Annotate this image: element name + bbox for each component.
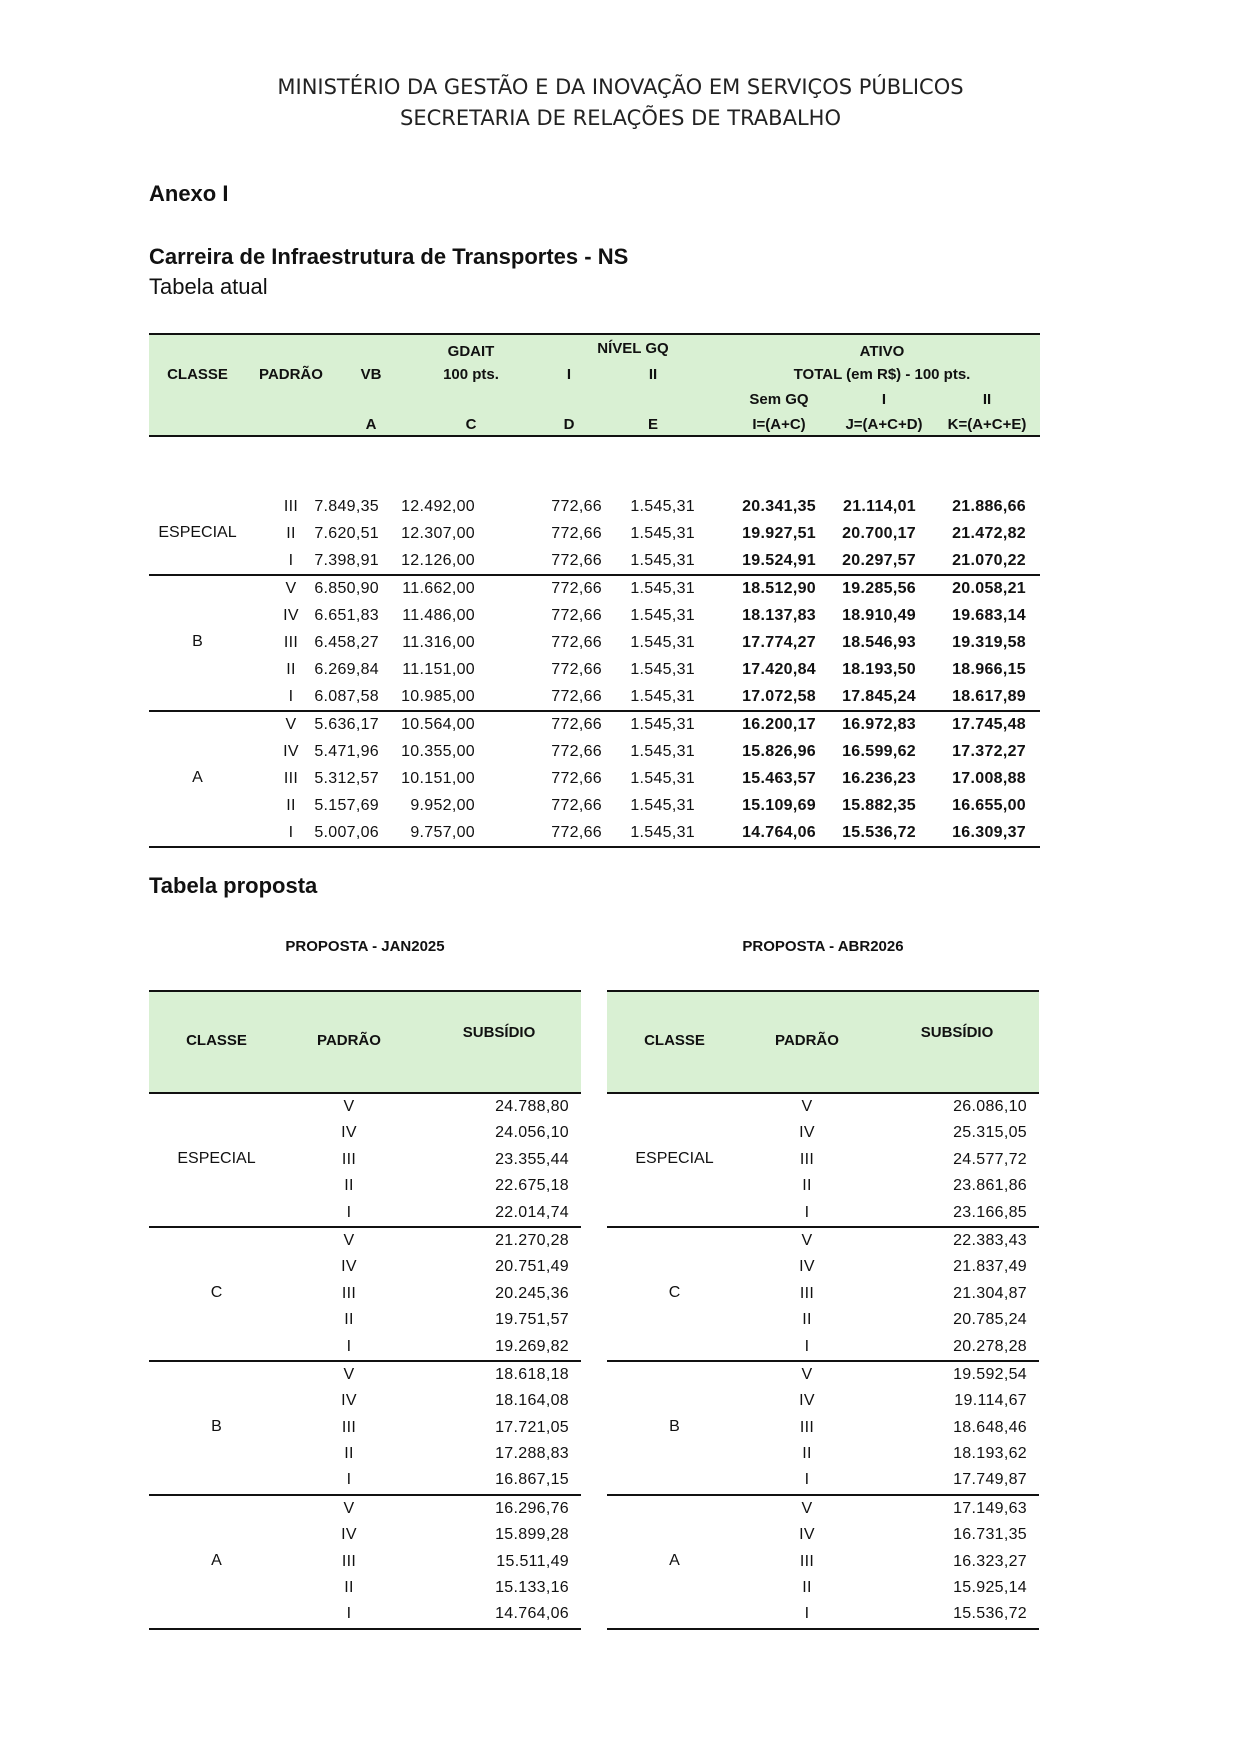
class-label: B: [192, 633, 203, 651]
subsidio-cell: 20.785,24: [953, 1311, 1027, 1329]
padrao-cell: I: [804, 1605, 810, 1623]
class-group: [149, 1228, 581, 1362]
total-sem-gq-cell: 17.420,84: [742, 660, 816, 678]
subsidio-cell: 20.751,49: [495, 1258, 569, 1276]
padrao-cell: II: [286, 796, 296, 814]
padrao-cell: I: [346, 1605, 352, 1623]
table-row: [149, 712, 1040, 739]
header-total: TOTAL (em R$) - 100 pts.: [793, 366, 971, 383]
subsidio-cell: 19.751,57: [495, 1311, 569, 1329]
proposal-jan2025-title: PROPOSTA - JAN2025: [285, 938, 445, 955]
total-i-cell: 18.910,49: [842, 607, 916, 625]
gq-ii-cell: 1.545,31: [630, 580, 695, 598]
table-row: [607, 1334, 1039, 1360]
header-ativo: ATIVO: [859, 343, 905, 360]
padrao-cell: I: [804, 1471, 810, 1489]
padrao-cell: III: [283, 769, 299, 787]
table-row: [607, 1496, 1039, 1522]
total-sem-gq-cell: 17.072,58: [742, 687, 816, 705]
subsidio-cell: 17.288,83: [495, 1445, 569, 1463]
class-label: B: [669, 1417, 680, 1435]
vb-cell: 5.007,06: [314, 823, 379, 841]
table-row: [149, 1094, 581, 1120]
gdait-cell: 11.316,00: [402, 633, 475, 651]
padrao-cell: V: [285, 716, 297, 734]
table-row: [607, 1388, 1039, 1414]
class-group: [607, 1362, 1039, 1496]
vb-cell: 5.471,96: [314, 743, 379, 761]
current-table-title: Tabela atual: [149, 274, 268, 299]
proposal-table-body: [149, 1094, 581, 1630]
class-label: ESPECIAL: [177, 1150, 256, 1167]
gq-i-cell: 772,66: [551, 660, 602, 678]
class-label: A: [192, 769, 203, 787]
table-row: [149, 1307, 581, 1333]
total-sem-gq-cell: 15.463,57: [742, 769, 816, 787]
gq-ii-cell: 1.545,31: [630, 633, 695, 651]
total-sem-gq-cell: 15.826,96: [742, 743, 816, 761]
table-row: [149, 1496, 581, 1522]
gdait-cell: 12.307,00: [401, 524, 475, 542]
total-ii-cell: 21.070,22: [952, 551, 1026, 569]
header-total-ii-formula: K=(A+C+E): [947, 416, 1027, 433]
class-label: C: [668, 1283, 681, 1301]
subsidio-cell: 15.925,14: [953, 1579, 1027, 1597]
gdait-cell: 11.662,00: [402, 580, 475, 598]
total-i-cell: 16.236,23: [842, 769, 916, 787]
padrao-cell: IV: [799, 1392, 815, 1410]
gq-ii-cell: 1.545,31: [630, 498, 695, 515]
total-ii-cell: 19.319,58: [952, 633, 1026, 651]
gq-i-cell: 772,66: [551, 769, 602, 787]
vb-cell: 6.269,84: [314, 660, 379, 678]
total-sem-gq-cell: 16.200,17: [742, 716, 816, 734]
table-row: [607, 1522, 1039, 1548]
gq-ii-cell: 1.545,31: [630, 823, 695, 841]
class-group: [607, 1094, 1039, 1228]
padrao-cell: IV: [283, 743, 299, 761]
gq-i-cell: 772,66: [551, 743, 602, 761]
total-ii-cell: 16.655,00: [952, 796, 1026, 814]
table-row: [149, 494, 1040, 521]
subsidio-cell: 24.056,10: [495, 1124, 569, 1142]
subsidio-cell: 23.861,86: [953, 1177, 1027, 1195]
total-sem-gq-cell: 15.109,69: [742, 796, 816, 814]
padrao-cell: IV: [341, 1526, 357, 1544]
table-row: [149, 576, 1040, 603]
total-ii-cell: 17.008,88: [952, 769, 1026, 787]
vb-cell: 7.849,35: [314, 498, 379, 515]
table-row: [607, 1094, 1039, 1120]
total-i-cell: 19.285,56: [842, 580, 916, 598]
padrao-cell: I: [346, 1337, 352, 1355]
table-row: [149, 766, 1040, 793]
vb-cell: 7.398,91: [314, 551, 379, 569]
subsidio-cell: 17.721,05: [495, 1418, 569, 1436]
table-row: [149, 1334, 581, 1360]
current-table-body: [149, 494, 1040, 848]
table-row: [607, 1200, 1039, 1226]
padrao-cell: II: [344, 1177, 354, 1195]
padrao-cell: III: [341, 1284, 357, 1302]
gdait-cell: 10.564,00: [401, 716, 475, 734]
padrao-cell: V: [801, 1098, 813, 1115]
subsidio-cell: 16.323,27: [953, 1552, 1027, 1570]
table-row: [149, 1362, 581, 1388]
class-label: ESPECIAL: [635, 1150, 714, 1167]
header-padrao: PADRÃO: [259, 366, 323, 383]
subsidio-cell: 23.355,44: [495, 1150, 569, 1168]
career-title: Carreira de Infraestrutura de Transportes - NS: [149, 244, 629, 269]
vb-cell: 6.850,90: [314, 580, 379, 598]
total-i-cell: 21.114,01: [843, 498, 916, 515]
table-row: [149, 1467, 581, 1493]
padrao-cell: III: [283, 633, 299, 651]
proposed-table-title: Tabela proposta: [149, 873, 318, 898]
header-nivel-gq: NÍVEL GQ: [597, 340, 669, 357]
gq-ii-cell: 1.545,31: [630, 743, 695, 761]
total-i-cell: 20.700,17: [842, 524, 916, 542]
table-row: [607, 1254, 1039, 1280]
subsidio-cell: 18.193,62: [953, 1445, 1027, 1463]
gq-i-cell: 772,66: [551, 687, 602, 705]
padrao-cell: IV: [799, 1526, 815, 1544]
secretariat-header: SECRETARIA DE RELAÇÕES DE TRABALHO: [400, 106, 841, 130]
subsidio-cell: 16.731,35: [953, 1526, 1027, 1544]
vb-cell: 7.620,51: [314, 524, 379, 542]
class-group: [149, 1362, 581, 1496]
gq-ii-cell: 1.545,31: [630, 796, 695, 814]
subsidio-cell: 18.164,08: [495, 1392, 569, 1410]
padrao-cell: V: [801, 1231, 813, 1249]
padrao-cell: III: [799, 1552, 815, 1570]
table-row: [149, 657, 1040, 684]
subsidio-cell: 22.383,43: [953, 1231, 1027, 1249]
padrao-cell: V: [285, 580, 297, 598]
total-i-cell: 18.193,50: [842, 660, 916, 678]
class-group: [149, 494, 1040, 576]
padrao-cell: III: [283, 498, 299, 515]
padrao-cell: V: [343, 1499, 355, 1517]
gq-ii-cell: 1.545,31: [630, 524, 695, 542]
subsidio-cell: 19.592,54: [953, 1365, 1027, 1383]
padrao-cell: V: [801, 1365, 813, 1383]
gq-i-cell: 772,66: [551, 823, 602, 841]
padrao-cell: I: [288, 823, 294, 841]
padrao-cell: II: [286, 524, 296, 542]
subsidio-cell: 18.648,46: [953, 1418, 1027, 1436]
gdait-cell: 9.757,00: [410, 823, 475, 841]
subsidio-cell: 24.577,72: [953, 1150, 1027, 1168]
subsidio-cell: 22.675,18: [495, 1177, 569, 1195]
padrao-cell: II: [802, 1579, 812, 1597]
gq-i-cell: 772,66: [551, 551, 602, 569]
header-gq-i-code: D: [563, 416, 575, 433]
total-i-cell: 16.972,83: [842, 716, 916, 734]
header-gdait-code: C: [465, 416, 477, 433]
class-label: C: [210, 1283, 223, 1301]
header-subsidio: SUBSÍDIO: [462, 1024, 536, 1041]
subsidio-cell: 15.899,28: [495, 1526, 569, 1544]
vb-cell: 5.636,17: [314, 716, 379, 734]
table-row: [149, 739, 1040, 766]
subsidio-cell: 21.304,87: [953, 1284, 1027, 1302]
subsidio-cell: 15.511,49: [496, 1552, 569, 1570]
subsidio-cell: 14.764,06: [495, 1605, 569, 1623]
table-row: [149, 1522, 581, 1548]
gdait-cell: 12.492,00: [401, 498, 475, 515]
total-sem-gq-cell: 19.927,51: [742, 524, 816, 542]
table-row: [149, 603, 1040, 630]
gq-i-cell: 772,66: [551, 580, 602, 598]
vb-cell: 6.651,83: [314, 607, 379, 625]
table-row: [607, 1441, 1039, 1467]
table-row: [149, 521, 1040, 548]
header-classe: CLASSE: [644, 1032, 705, 1049]
padrao-cell: III: [341, 1552, 357, 1570]
subsidio-cell: 23.166,85: [953, 1203, 1027, 1221]
total-sem-gq-cell: 17.774,27: [742, 633, 816, 651]
padrao-cell: III: [799, 1284, 815, 1302]
class-group: [149, 1094, 581, 1228]
padrao-cell: I: [288, 687, 294, 705]
class-group: [149, 712, 1040, 848]
padrao-cell: IV: [341, 1392, 357, 1410]
total-i-cell: 17.845,24: [842, 687, 916, 705]
table-row: [607, 1120, 1039, 1146]
class-label: A: [669, 1551, 680, 1569]
class-group: [149, 576, 1040, 712]
gq-ii-cell: 1.545,31: [630, 660, 695, 678]
header-gq-i: I: [566, 366, 572, 383]
padrao-cell: V: [343, 1098, 355, 1115]
table-row: [149, 630, 1040, 657]
table-row: [149, 548, 1040, 575]
padrao-cell: I: [288, 551, 294, 569]
total-ii-cell: 17.372,27: [952, 743, 1026, 761]
subsidio-cell: 15.133,16: [495, 1579, 569, 1597]
table-row: [607, 1575, 1039, 1601]
total-ii-cell: 21.886,66: [952, 498, 1026, 515]
header-padrao: PADRÃO: [317, 1032, 381, 1049]
total-i-cell: 16.599,62: [842, 743, 916, 761]
total-ii-cell: 17.745,48: [952, 716, 1026, 734]
class-group: [607, 1228, 1039, 1362]
padrao-cell: IV: [341, 1124, 357, 1142]
total-sem-gq-cell: 19.524,91: [742, 551, 816, 569]
gdait-cell: 10.985,00: [401, 687, 475, 705]
padrao-cell: II: [286, 660, 296, 678]
subsidio-cell: 16.867,15: [495, 1471, 569, 1489]
subsidio-cell: 21.270,28: [495, 1231, 569, 1249]
gdait-cell: 11.151,00: [402, 660, 475, 678]
total-sem-gq-cell: 18.512,90: [742, 580, 816, 598]
header-gq-ii-code: E: [647, 416, 658, 433]
proposal-table-header: [149, 990, 581, 1094]
padrao-cell: V: [343, 1231, 355, 1249]
total-ii-cell: 21.472,82: [952, 524, 1026, 542]
total-sem-gq-cell: 14.764,06: [742, 823, 816, 841]
proposal-table-header: [607, 990, 1039, 1094]
header-sem-gq: Sem GQ: [749, 391, 809, 408]
total-ii-cell: 20.058,21: [952, 580, 1026, 598]
class-group: [149, 1496, 581, 1630]
gdait-cell: 10.151,00: [401, 769, 475, 787]
header-padrao: PADRÃO: [775, 1032, 839, 1049]
padrao-cell: V: [801, 1499, 813, 1517]
subsidio-cell: 22.014,74: [495, 1203, 569, 1221]
subsidio-cell: 18.618,18: [495, 1365, 569, 1383]
gq-i-cell: 772,66: [551, 796, 602, 814]
total-i-cell: 20.297,57: [842, 551, 916, 569]
gq-ii-cell: 1.545,31: [630, 716, 695, 734]
table-row: [607, 1228, 1039, 1254]
table-row: [149, 1200, 581, 1226]
gq-i-cell: 772,66: [551, 524, 602, 542]
padrao-cell: III: [341, 1418, 357, 1436]
subsidio-cell: 17.749,87: [953, 1471, 1027, 1489]
padrao-cell: II: [802, 1311, 812, 1329]
table-row: [149, 1254, 581, 1280]
header-classe: CLASSE: [167, 366, 228, 383]
header-classe: CLASSE: [186, 1032, 247, 1049]
padrao-cell: II: [802, 1177, 812, 1195]
subsidio-cell: 19.114,67: [954, 1392, 1027, 1410]
padrao-cell: III: [341, 1150, 357, 1168]
proposal-abr2026-title: PROPOSTA - ABR2026: [742, 938, 904, 955]
padrao-cell: I: [804, 1337, 810, 1355]
table-row: [149, 1173, 581, 1199]
proposal-table-body: [607, 1094, 1039, 1630]
gq-ii-cell: 1.545,31: [630, 687, 695, 705]
padrao-cell: I: [804, 1203, 810, 1221]
gq-i-cell: 772,66: [551, 716, 602, 734]
table-row: [607, 1362, 1039, 1388]
table-row: [607, 1467, 1039, 1493]
header-gq-ii: II: [648, 366, 658, 383]
table-row: [149, 1388, 581, 1414]
vb-cell: 5.312,57: [314, 769, 379, 787]
table-row: [607, 1601, 1039, 1627]
subsidio-cell: 20.245,36: [495, 1284, 569, 1302]
vb-cell: 5.157,69: [314, 796, 379, 814]
padrao-cell: V: [343, 1365, 355, 1383]
header-total-i: I: [881, 391, 887, 408]
table-row: [149, 793, 1040, 820]
total-ii-cell: 19.683,14: [952, 607, 1026, 625]
table-row: [149, 1120, 581, 1146]
gq-i-cell: 772,66: [551, 607, 602, 625]
padrao-cell: III: [799, 1150, 815, 1168]
padrao-cell: I: [346, 1203, 352, 1221]
subsidio-cell: 25.315,05: [953, 1124, 1027, 1142]
total-ii-cell: 16.309,37: [952, 823, 1026, 841]
header-vb-code: A: [365, 416, 377, 433]
gdait-cell: 12.126,00: [401, 551, 475, 569]
subsidio-cell: 15.536,72: [953, 1605, 1027, 1623]
class-label: A: [211, 1551, 222, 1569]
table-row: [149, 684, 1040, 711]
padrao-cell: II: [802, 1445, 812, 1463]
padrao-cell: IV: [799, 1258, 815, 1276]
subsidio-cell: 19.269,82: [495, 1337, 569, 1355]
table-row: [149, 820, 1040, 847]
gq-ii-cell: 1.545,31: [630, 551, 695, 569]
proposal-abr2026-table: [607, 990, 1039, 1630]
table-row: [149, 1575, 581, 1601]
header-sem-gq-formula: I=(A+C): [752, 416, 806, 433]
vb-cell: 6.087,58: [314, 687, 379, 705]
table-row: [149, 1228, 581, 1254]
header-total-i-formula: J=(A+C+D): [845, 416, 923, 433]
table-row: [149, 1441, 581, 1467]
vb-cell: 6.458,27: [314, 633, 379, 651]
gdait-cell: 11.486,00: [402, 607, 475, 625]
total-i-cell: 15.536,72: [842, 823, 916, 841]
subsidio-cell: 16.296,76: [495, 1499, 569, 1517]
gq-ii-cell: 1.545,31: [630, 607, 695, 625]
subsidio-cell: 17.149,63: [953, 1499, 1027, 1517]
padrao-cell: I: [346, 1471, 352, 1489]
padrao-cell: IV: [341, 1258, 357, 1276]
padrao-cell: II: [344, 1579, 354, 1597]
padrao-cell: II: [344, 1311, 354, 1329]
current-salary-table: [149, 333, 1040, 841]
table-row: [607, 1173, 1039, 1199]
padrao-cell: III: [799, 1418, 815, 1436]
class-label: B: [211, 1417, 222, 1435]
padrao-cell: IV: [799, 1124, 815, 1142]
proposal-jan2025-table: [149, 990, 581, 1630]
table-row: [149, 1601, 581, 1627]
table-row: [607, 1307, 1039, 1333]
header-total-ii: II: [982, 391, 992, 408]
class-label: ESPECIAL: [158, 524, 237, 542]
padrao-cell: II: [344, 1445, 354, 1463]
annex-title: Anexo I: [149, 181, 229, 206]
total-ii-cell: 18.966,15: [952, 660, 1026, 678]
gdait-cell: 10.355,00: [401, 743, 475, 761]
subsidio-cell: 24.788,80: [495, 1098, 569, 1115]
total-sem-gq-cell: 18.137,83: [742, 607, 816, 625]
padrao-cell: IV: [283, 607, 299, 625]
header-gdait-pts: 100 pts.: [443, 366, 499, 383]
header-gdait: GDAIT: [447, 343, 495, 360]
subsidio-cell: 21.837,49: [953, 1258, 1027, 1276]
ministry-header: MINISTÉRIO DA GESTÃO E DA INOVAÇÃO EM SERVIÇOS PÚBLICOS: [277, 75, 964, 99]
subsidio-cell: 20.278,28: [953, 1337, 1027, 1355]
gq-ii-cell: 1.545,31: [630, 769, 695, 787]
class-group: [607, 1496, 1039, 1630]
gdait-cell: 9.952,00: [410, 796, 475, 814]
subsidio-cell: 26.086,10: [953, 1098, 1027, 1115]
gq-i-cell: 772,66: [551, 633, 602, 651]
header-subsidio: SUBSÍDIO: [920, 1024, 994, 1041]
total-sem-gq-cell: 20.341,35: [742, 498, 816, 515]
total-ii-cell: 18.617,89: [952, 687, 1026, 705]
header-vb: VB: [360, 366, 382, 383]
total-i-cell: 15.882,35: [842, 796, 916, 814]
gq-i-cell: 772,66: [551, 498, 602, 515]
total-i-cell: 18.546,93: [842, 633, 916, 651]
current-table-header: [149, 333, 1040, 437]
